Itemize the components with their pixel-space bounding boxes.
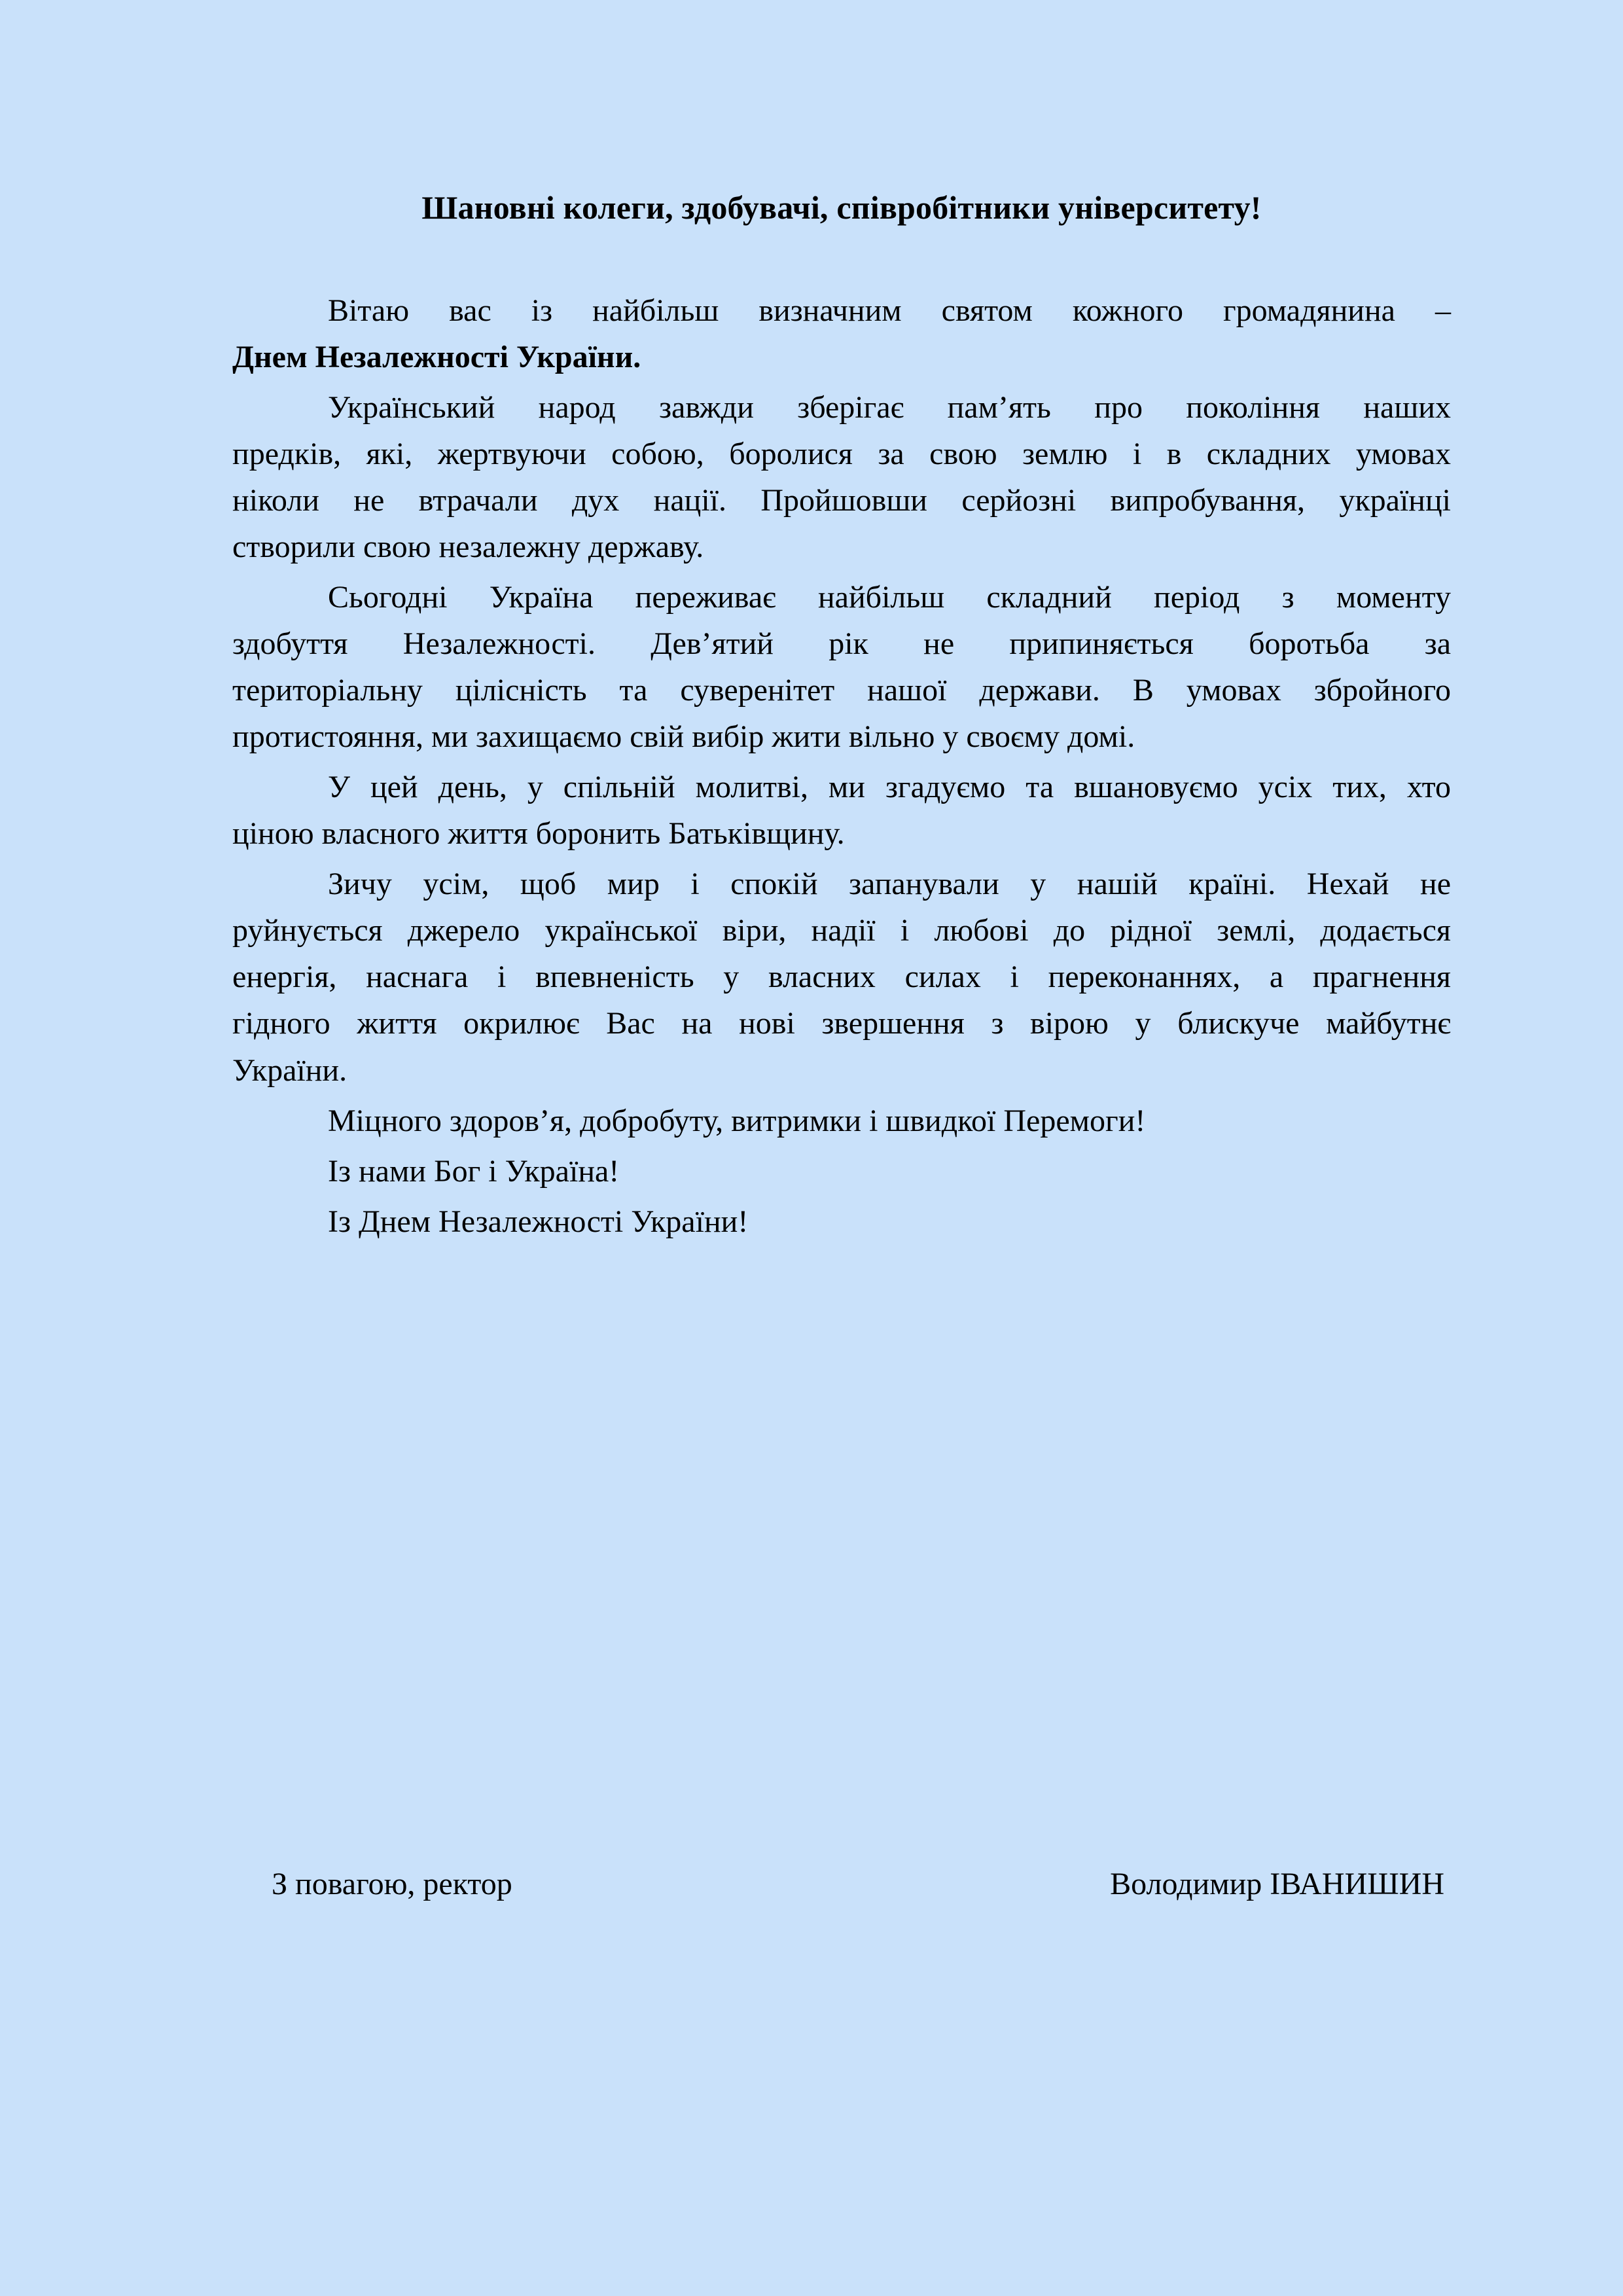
paragraph-today	[232, 574, 1451, 760]
closing-line-god: Із нами Бог і Україна!	[328, 1153, 620, 1189]
paragraph-greeting-line-2: Днем Незалежності України.	[232, 340, 641, 375]
paragraph-wishes-line-4: гідного життя окрилює Вас на нові звершення з вірою у блискуче майбутнє	[232, 1006, 1451, 1041]
closing-line-independence-day: Із Днем Незалежності України!	[328, 1204, 749, 1239]
paragraph-prayer-line-1: У цей день, у спільній молитві, ми згадуємо та вшановуємо усіх тих, хто	[328, 770, 1451, 805]
paragraph-greeting	[232, 287, 1451, 380]
paragraph-wishes	[232, 861, 1451, 1093]
signature-name: Володимир ІВАНИШИН	[1110, 1867, 1444, 1901]
paragraph-today-line-1: Сьогодні Україна переживає найбільш складний період з моменту	[328, 580, 1451, 615]
paragraph-wishes-line-2: руйнується джерело української віри, надії і любові до рідної землі, додається	[232, 913, 1451, 948]
signature-role: З повагою, ректор	[272, 1867, 512, 1901]
paragraph-today-line-2: здобуття Незалежності. Дев’ятий рік не припиняється боротьба за	[232, 626, 1451, 662]
paragraph-prayer	[232, 764, 1451, 857]
paragraph-today-line-4: протистояння, ми захищаємо свій вибір жити вільно у своєму домі.	[232, 719, 1135, 755]
paragraph-memory-line-3: ніколи не втрачали дух нації. Пройшовши серйозні випробування, українці	[232, 483, 1451, 518]
paragraph-memory-line-4: створили свою незалежну державу.	[232, 529, 704, 565]
paragraph-wishes-line-1: Зичу усім, щоб мир і спокій запанували у нашій країні. Нехай не	[328, 867, 1451, 902]
paragraph-wishes-line-3: енергія, наснага і впевненість у власних силах і переконаннях, а прагнення	[232, 960, 1451, 995]
paragraph-today-line-3: територіальну цілісність та суверенітет нашої держави. В умовах збройного	[232, 673, 1451, 708]
page-title: Шановні колеги, здобувачі, співробітники університету!	[421, 189, 1262, 226]
closing-line-health: Міцного здоров’я, добробуту, витримки і швидкої Перемоги!	[328, 1103, 1146, 1138]
paragraph-prayer-line-2: ціною власного життя боронить Батьківщину.	[232, 816, 845, 852]
paragraph-memory-line-2: предків, які, жертвуючи собою, боролися за свою землю і в складних умовах	[232, 437, 1451, 472]
paragraph-greeting-line-1: Вітаю вас із найбільш визначним святом кожного громадянина –	[328, 293, 1451, 328]
document-body	[232, 188, 1451, 1249]
signature-block	[232, 1862, 1451, 1906]
paragraph-memory-line-1: Український народ завжди зберігає пам’ять про покоління наших	[328, 390, 1451, 425]
paragraph-wishes-line-5: України.	[232, 1052, 348, 1088]
paragraph-memory	[232, 384, 1451, 570]
